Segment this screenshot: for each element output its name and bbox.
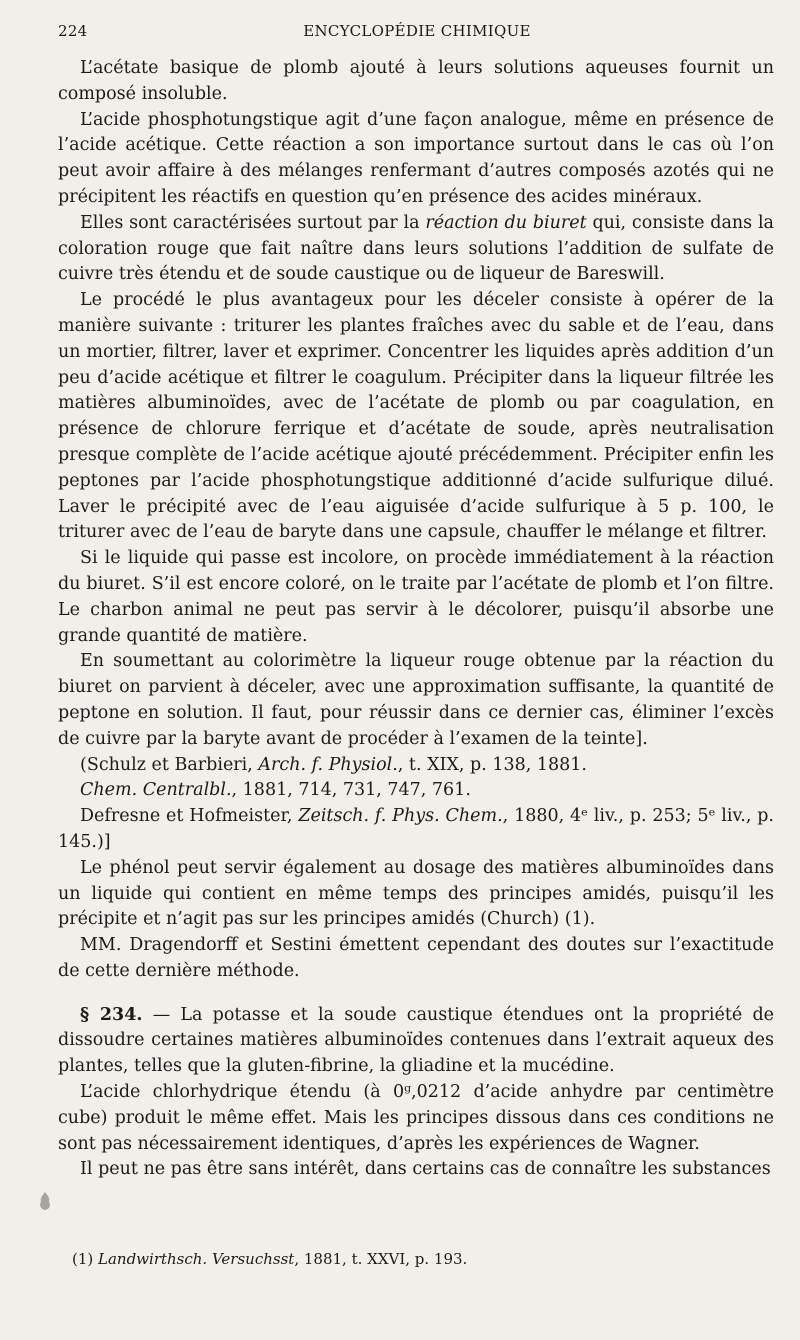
ink-blot-mark <box>36 1190 54 1212</box>
paragraph: Il peut ne pas être sans intérêt, dans certains cas de connaître les substances <box>80 1159 771 1180</box>
paragraph: MM. Dragendorff et Sestini émettent cependant des doutes sur l’exactitude de cette dernière méthode. <box>58 935 774 981</box>
reference <box>58 753 774 779</box>
paragraph: L’acide phosphotungstique agit d’une façon analogue, même en présence de l’acide acétique. Cette réaction a son importance surtout dans le cas où l’on peut avoir affaire à des mélanges renfermant d’autres composés azotés qui ne précipitent les réactifs en question qu’en présence des acides minéraux. <box>58 109 774 207</box>
paragraph: L’acétate basique de plomb ajouté à leurs solutions aqueuses fournit un composé insoluble. <box>58 58 774 104</box>
journal-title: Zeitsch. f. Phys. Chem. <box>298 806 503 827</box>
text-span: , 1880, 4ᵉ liv., p. 253; 5ᵉ liv., p. 145.)] <box>58 806 774 852</box>
reference <box>58 778 774 804</box>
italic-term: réaction du biuret <box>425 212 587 233</box>
text-span: Elles sont caractérisées surtout par la <box>80 212 426 233</box>
running-head: ENCYCLOPÉDIE CHIMIQUE <box>303 22 531 40</box>
paragraph: L’acide chlorhydrique étendu (à 0ᵍ,0212 d’acide anhydre par centimètre cube) produit le même effet. Mais les principes dissous dans ces conditions ne sont pas nécessairement identiques, d’après les expériences de Wagner. <box>58 1082 774 1154</box>
text-span: , t. XIX, p. 138, 1881. <box>397 754 587 775</box>
journal-title: Landwirthsch. Versuchsst <box>98 1250 295 1268</box>
paragraph: Le procédé le plus avantageux pour les déceler consiste à opérer de la manière suivante : triturer les plantes fraîches avec du sable et de l’eau, dans un mortier, filtrer, laver et exprimer. Concentrer les liquides après addition d’un peu d’acide acétique et filtrer le coagulum. Précipiter dans la liqueur filtrée les matières albuminoïdes, avec de l’acétate de plomb ou par coagulation, en présence de chlorure ferrique et d’acétate de soude, après neutralisation presque complète de l’acide acétique ajouté précédemment. Précipiter enfin les peptones par l’acide phosphotungstique additionné d’acide sulfurique dilué. Laver le précipité avec de l’eau aiguisée d’acide sulfurique à 5 p. 100, le triturer avec de l’eau de baryte dans une capsule, chauffer le mélange et filtrer. <box>58 290 774 543</box>
text-span: (Schulz et Barbieri, <box>80 754 259 775</box>
section-paragraph <box>58 1003 774 1080</box>
text-span: qui, consiste dans la coloration rouge que fait naître dans leurs solutions l’addition de sulfate de cuivre très étendu et de soude caustique ou de liqueur de Bareswill. <box>58 212 774 285</box>
text-span: Defresne et Hofmeister, <box>80 806 299 827</box>
paragraph: Le phénol peut servir également au dosage des matières albuminoïdes dans un liquide qui contient en même temps des principes amidés, puisqu’il les précipite et n’agit pas sur les principes amidés (Church) (1). <box>58 857 774 930</box>
section-number: § 234. <box>80 1004 143 1025</box>
paragraph <box>58 211 774 288</box>
text-span: , 1881, 714, 731, 747, 761. <box>231 780 471 801</box>
text-span: — La potasse et la soude caustique étendues ont la propriété de dissoudre certaines matières albuminoïdes contenues dans l’extrait aqueux des plantes, telles que la gluten-fibrine, la gliadine et la mucédine. <box>58 1004 774 1077</box>
reference <box>58 804 774 856</box>
journal-title: Chem. Centralbl. <box>80 780 232 801</box>
page-header <box>58 18 776 46</box>
page-number: 224 <box>58 22 88 40</box>
footnote <box>72 1250 467 1268</box>
footnote-mark: (1) <box>72 1250 99 1268</box>
paragraph: Si le liquide qui passe est incolore, on procède immédiatement à la réaction du biuret. S’il est encore coloré, on le traite par l’acétate de plomb et l’on filtre. Le charbon animal ne peut pas servir à le décolorer, puisqu’il absorbe une grande quantité de matière. <box>58 548 774 646</box>
journal-title: Arch. f. Physiol. <box>258 754 398 775</box>
text-span: , 1881, t. XXVI, p. 193. <box>294 1250 468 1268</box>
main-text <box>58 56 774 1183</box>
paragraph: En soumettant au colorimètre la liqueur rouge obtenue par la réaction du biuret on parvient à déceler, avec une approximation suffisante, la quantité de peptone en solution. Il faut, pour réussir dans ce dernier cas, éliminer l’excès de cuivre par la baryte avant de procéder à l’examen de la teinte]. <box>58 651 774 749</box>
